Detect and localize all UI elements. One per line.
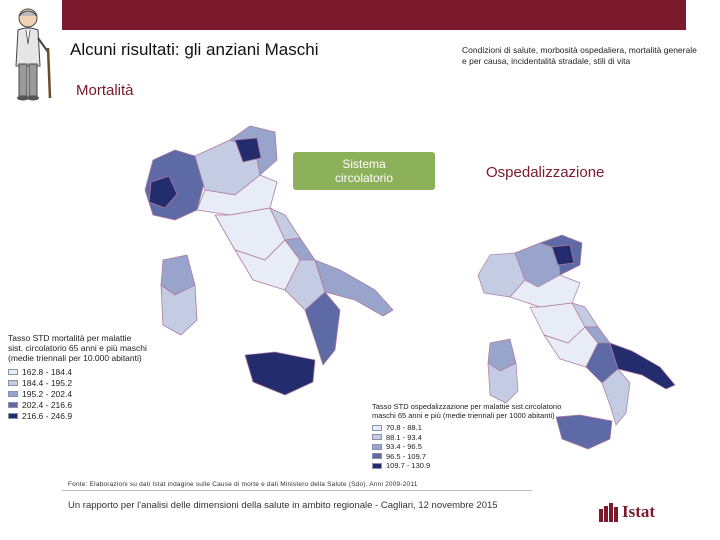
elderly-man-icon	[6, 4, 56, 102]
istat-logo-icon	[598, 501, 620, 523]
legend-ospedalizzazione	[372, 402, 572, 471]
legend-mortalita-title-line1: Tasso STD mortalità per malattie	[8, 333, 132, 343]
legend-label: 109.7 - 130.9	[386, 461, 431, 471]
map-mortalita	[135, 120, 405, 410]
top-banner	[62, 0, 686, 30]
legend-mortalita-row	[8, 377, 168, 388]
legend-label: 216.6 - 246.9	[22, 410, 73, 421]
legend-label: 195.2 - 202.4	[22, 388, 73, 399]
legend-swatch	[372, 444, 382, 450]
legend-ospedalizzazione-row	[372, 433, 572, 443]
legend-mortalita	[8, 333, 168, 421]
cause-badge-line2: circolatorio	[334, 171, 394, 185]
legend-swatch	[8, 402, 18, 408]
cause-badge-line1: Sistema	[342, 157, 386, 171]
legend-mortalita-title	[8, 333, 168, 363]
legend-ospedalizzazione-title-line2: maschi 65 anni e più (medie triennali per 1000 abitanti)	[372, 411, 555, 420]
footer-divider	[62, 490, 532, 491]
legend-swatch	[8, 391, 18, 397]
legend-mortalita-row	[8, 388, 168, 399]
source-note: Fonte: Elaborazioni su dati Istat indagine sulle Cause di morte e dati Ministero della Salute (Sdo). Anni 2009-2011	[68, 481, 418, 488]
legend-ospedalizzazione-title	[372, 402, 572, 420]
legend-swatch	[372, 453, 382, 459]
legend-swatch	[372, 434, 382, 440]
legend-ospedalizzazione-row	[372, 461, 572, 471]
footer-text: Un rapporto per l'analisi delle dimensioni della salute in ambito regionale - Cagliari, 12 novembre 2015	[68, 500, 498, 511]
legend-swatch	[372, 463, 382, 469]
legend-mortalita-row	[8, 399, 168, 410]
map-region-sicilia	[245, 352, 315, 395]
legend-mortalita-row	[8, 410, 168, 421]
page-subtitle: Condizioni di salute, morbosità ospedaliera, mortalità generale e per causa, incidentalità stradale, stili di vita	[462, 45, 697, 66]
legend-label: 162.8 - 184.4	[22, 366, 73, 377]
legend-mortalita-row	[8, 366, 168, 377]
section-title-mortalita: Mortalità	[76, 82, 134, 99]
legend-label: 96.5 - 109.7	[386, 451, 427, 461]
legend-label: 184.4 - 195.2	[22, 377, 73, 388]
legend-mortalita-title-line2: sist. circolatorio 65 anni e più maschi	[8, 343, 147, 353]
legend-ospedalizzazione-row	[372, 423, 572, 433]
legend-ospedalizzazione-title-line1: Tasso STD ospedalizzazione per malattie sist.circolatorio	[372, 402, 562, 411]
istat-logo-text: Istat	[622, 502, 656, 521]
legend-ospedalizzazione-row	[372, 442, 572, 452]
legend-label: 88.1 - 93.4	[386, 432, 422, 442]
legend-label: 70.8 - 88.1	[386, 423, 422, 433]
legend-swatch	[8, 380, 18, 386]
legend-swatch	[372, 425, 382, 431]
legend-label: 202.4 - 216.6	[22, 399, 73, 410]
page-title: Alcuni risultati: gli anziani Maschi	[70, 40, 319, 59]
legend-swatch	[8, 369, 18, 375]
istat-logo	[598, 500, 655, 524]
section-title-ospedalizzazione: Ospedalizzazione	[486, 164, 605, 181]
legend-swatch	[8, 413, 18, 419]
legend-mortalita-title-line3: (medie triennali per 10.000 abitanti)	[8, 353, 142, 363]
legend-label: 93.4 - 96.5	[386, 442, 422, 452]
legend-ospedalizzazione-row	[372, 452, 572, 462]
